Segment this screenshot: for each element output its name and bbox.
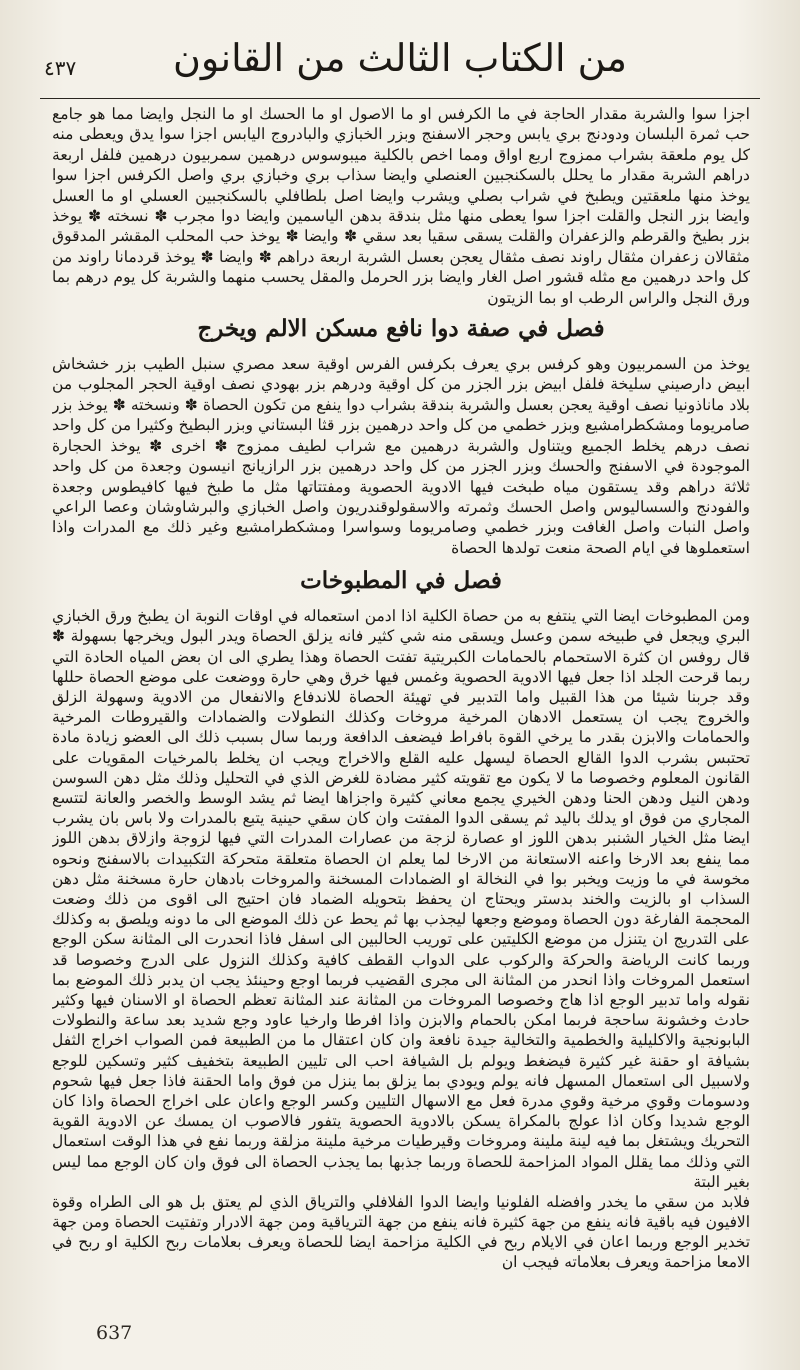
paragraph-1: اجزا سوا والشربة مقدار الحاجة في ما الكرفس او ما الاصول او ما الحسك او ما النجل وايضا مما هو جامع حب ثمرة البلسان ودودنج بري يابس وحجر الاسفنج وبزر الخبازي والبادروج اليابس اجزا سوا يدق ويعطى منه كل يوم ملعقة بشراب ممزوج اربع اواق ومما اخص بالكلية ميبوسوس درهمين سمربيون درهمين فلفل اربعة دراهم الشربة مقدار ما يحلل بالسكنجبين العنصلي وايضا سذاب بري وخبازي بري واصل الكرفس اجزا سوا يوخذ منها ملعقتين ويطبخ في شراب بصلي ويشرب وايضا اصل بلطافلي بالسكنجبين العسلي او ما العسل وايضا بزر النجل والقلت اجزا سوا يعطى منها مثل بندقة بدهن الياسمين وايضا دوا مجرب ✽ نسخته ✽ يوخذ بزر بطيخ والقرطم والزعفران والقلت يسقى سقيا بعد سقي ✽ وايضا ✽ يوخذ حب المحلب المقشر المدقوق مثقالان زعفران مثقال راوند نصف مثقال يعجن بعسل الشربة اربعة دراهم ✽ وايضا ✽ يوخذ قردمانا راوند من كل واحد درهمين مع مثله قشور اصل الغار وايضا بزر الحرمل والمقل يحسب منهما والشربة كل يوم درهم بما ورق النجل والراس الرطب او بما الزيتون [52,105,750,307]
paragraph-3: ومن المطبوخات ايضا التي ينتفع به من حصاة الكلية اذا ادمن استعماله في اوقات النوبة ان يطبخ ورق الخبازي البري ويجعل في طبيخه سمن وعسل ويسقى منه شي كثير فانه يزلق الحصاة ويدر البول ويخرجها بسهولة ✽ قال روفس ان كثرة الاستحمام بالحمامات الكبريتية تفتت الحصاة وهذا يطري الى ان بعض المياه الحادة التي ربما قرحت الجلد اذا جعل فيها الادوية الحصوية وغمس فيها خرق وهي حارة ووضعت على موضع الحصاة حللها وقد جربنا شيئا من هذا القبيل واما التدبير في تهيئة الحصاة للاندفاع والانفعال من الادوية وسهولة الزلق والخروج يجب ان يستعمل الادهان المرخية مروخات وكذلك النطولات والضمادات والقيروطات المرخية والحمامات والابزن بقدر ما يرخي القوة بافراط فيضعف الدافعة وربما سال بسبب ذلك الى العضو زيادة مادة تحتبس بشرب الدوا القالع الحصاة ليسهل عليه القلع والاخراج ويجب ان يخلط بالمرخيات المقويات على القانون المعلوم وخصوصا ما لا يكون مع تقويته كثير مضادة للغرض الذي في التحليل وذلك مثل دهن السوسن ودهن النيل ودهن الحنا ودهن الخيري يجمع معاني كثيرة واجزاها ايضا ثم يشد الوسط والخصر والعانة لتتسع المجاري من فوق او يدلك باليد ثم يسقى الدوا المفتت وان كان سقي حينية يتبع بالمدرات ولا باس بان يشرب ايضا مثل الخيار الشنبر بدهن اللوز او عصارة لزجة من عصارات المدرات التي فيها لزوجة وازلاق بدهن اللوز مما ينفع بعد الارخا واعنه الاستعانة من الارخا لما يعلم ان الحصاة متعلقة متحركة التكبيدات بالاسفنج ونحوه مخوسة في ما وزيت ويخبر بوا في النخالة او الضمادات المسخنة والمروخات بادهان حارة مسخنة مثل دهن السذاب او بالزيت والخند بدستر ويحتاج ان يحفظ بتحويله الضماد فان احتيج الى اقوى من ذلك وضعت المحجمة الفارغة دون الحصاة وموضع وجعها ليجذب بها ثم يحط عن ذلك الموضع الى ما دونه ويلصق به وكذلك على التدريج ان يتنزل من موضع الكليتين على توريب الحالبين الى اسفل فاذا انحدرت الى المثانة سكن الوجع وربما كانت الرياضة والحركة والركوب على الدواب القطف كافية وكذلك النزول على الدرج وخصوصا قد استعمل المروخات واذا انحدر من المثانة الى مجرى القضيب فربما اوجع وحينئذ يجب ان يدبر ذلك الموضع بما نقوله واما تدبير الوجع اذا هاج وخصوصا المروخات من المثانة عند المثانة تعظم الحصاة او الاسنان فيها وكثير حادث وخشونة ساحجة فربما امكن بالحمام والابزن واذا افرطا وارخيا عاود وجع شديد بعد ساعة والنطولات البابونجية والاكليلية والخطمية والتخالية جيدة نافعة وان كان اعتقال ما من الطبيعة فمن الصواب اخراج الثفل بشيافة او حقنة غير كثيرة فيضغط ويولم بل الشيافة احب الى تليين الطبيعة بتخفيف كثير وتسكين للوجع ولاسبيل الى استعمال المسهل فانه يولم ويودي بما يزلق بما ينزل من فوق واما الحقنة فاذا جعل فيها شحوم ودسومات وقوي مرخية وقوي مدرة فعل مع الاسهال التليين وكسر الوجع واعان على اخراج الحصاة واذا كان الوجع شديدا وكان اذا عولج بالمكراة يسكن بالادوية الحصوية يتفور فالاصوب ان يمسك عن الادوية القوية التحريك ويشتغل بما فيه لينة ملينة ومروخات وقيرطيات مرخية ملينة مزلقة وربما نفع في هذا الوقت استعمال التي وذلك مما يقلل المواد المزاحمة للحصاة وربما جذبها بما يجذب الحصاة الى فوق وان كان الوجع مما ليس بغير البتة [52,607,750,1191]
page-number: 637 [96,1322,133,1344]
text-body [52,104,750,1312]
folio-number: ٤٣٧ [44,56,77,80]
section-heading-2: فصل في المطبوخات [300,567,502,595]
paragraph-4: فلابد من سقي ما يخدر وافضله الفلونيا وايضا الدوا الفلافلي والترياق الذي لم يعتق بل هو الى الطراه وقوة الافيون فيه باقية فانه ينفع من جهة كثيرة فانه ينفع من جهة الترياقية ومن جهة الادرار وتفتيت الحصاة ومن جهة تخدير الوجع وربما اعان في الايلام ربح في الكلية مزاحمة ايضا للحصاة ويعرف بعلامات ربح الكلية او ربح في الامعا مزاحمة ويعرف بعلاماته فيجب ان [52,1193,750,1272]
page-header [40,28,760,99]
section-heading-1: فصل في صفة دوا نافع مسكن الالم ويخرج [197,315,605,343]
paragraph-2: يوخذ من السمربيون وهو كرفس بري يعرف بكرفس الفرس اوقية سعد مصري سنبل الطيب بزر خشخاش ابيض دارصيني سليخة فلفل ابيض بزر الجزر من كل اوقية ودرهم بزر بهودي نصف اوقية الحجر المجلوب من بلاد ماناذونيا نصف اوقية يعجن بعسل والشربة بندقة بشراب دوا ينفع من تكون الحصاة ✽ ونسخته ✽ يوخذ بزر صامريوما ومشكطرامشيع وبزر خطمي من كل واحد درهمين بزر قثا البستاني وبزر البطيخ وكثيرا من كل واحد نصف درهم يخلط الجميع ويتناول والشربة درهمين مع شراب لطيف ممزوج ✽ اخرى ✽ يوخذ الحجارة الموجودة في الاسفنج والحسك وبزر الجزر من كل واحد درهمين بزر الرازيانج انيسون وجعدة من كل واحد ثلاثة دراهم وقد يستقون مياه طبخت فيها الادوية الحصوية ومفتتاتها مثل ما طبخ فيها كافيطوس وجعدة والفودنج والسساليوس واصل الحسك وثمرته والاسقولوقندريون واصل الخبازي والبرشاوشان وعصا الراعي واصل النبات واصل الغافت وبزر خطمي وصامريوما وسواسرا ومشكطرامشيع وغير ذلك مع المدرات واذا استعملوها في ايام الصحة منعت تولدها الحصاة [52,355,750,557]
running-title: من الكتاب الثالث من القانون [173,36,627,80]
